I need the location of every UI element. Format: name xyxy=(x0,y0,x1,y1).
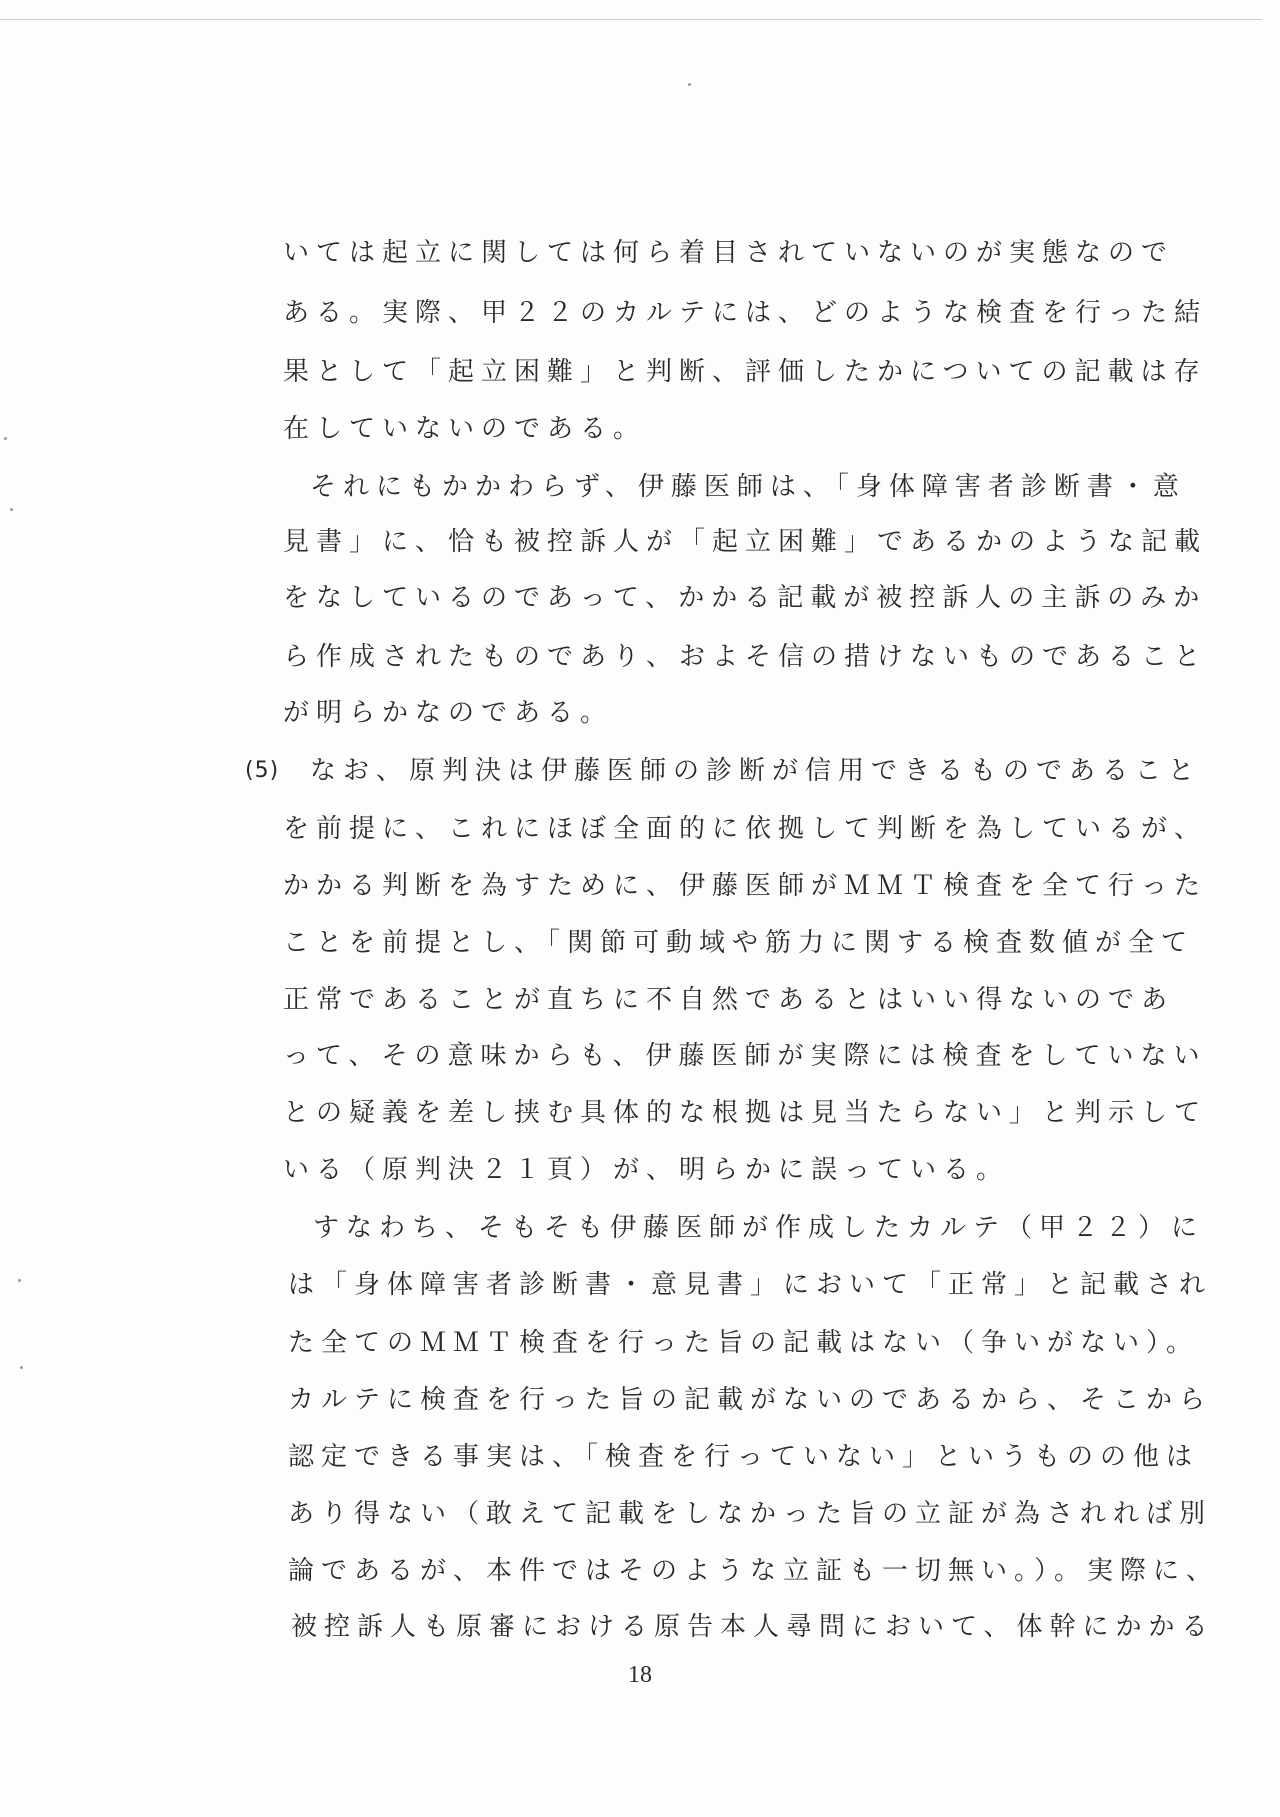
scan-speck xyxy=(688,83,691,86)
body-text-line: た全てのＭＭＴ検査を行った旨の記載はない（争いがない）。 xyxy=(288,1328,1200,1358)
body-text-line: ことを前提とし、「関節可動域や筋力に関する検査数値が全て xyxy=(283,928,1195,958)
body-text-line: なお、原判決は伊藤医師の診断が信用できるものであること xyxy=(310,756,1202,786)
body-text-line: それにもかかわらず、伊藤医師は、「身体障害者診断書・意 xyxy=(310,472,1186,502)
body-text-line: カルテに検査を行った旨の記載がないのであるから、そこから xyxy=(288,1385,1213,1415)
scan-speck xyxy=(10,508,13,511)
scan-speck xyxy=(4,437,7,440)
body-text-line: って、その意味からも、伊藤医師が実際には検査をしていない xyxy=(283,1041,1207,1071)
body-text-line: 論であるが、本件ではそのような立証も一切無い。）。実際に、 xyxy=(288,1556,1220,1586)
body-text-line: いる（原判決２１頁）が、明らかに誤っている。 xyxy=(283,1155,1010,1185)
body-text-line: あり得ない（敢えて記載をしなかった旨の立証が為されれば別 xyxy=(288,1499,1213,1529)
scan-speck xyxy=(20,1366,23,1369)
body-text-line: 被控訴人も原審における原告本人尋問において、体幹にかかる xyxy=(291,1612,1215,1642)
body-text-line: いては起立に関しては何ら着目されていないのが実態なので xyxy=(283,238,1175,268)
body-text-line: をなしているのであって、かかる記載が被控訴人の主訴のみか xyxy=(283,583,1207,613)
section-marker: (5) xyxy=(245,758,280,783)
body-text-line: との疑義を差し挟む具体的な根拠は見当たらない」と判示して xyxy=(283,1098,1208,1128)
page-number: 18 xyxy=(628,1662,652,1688)
top-rule-divider xyxy=(0,19,1262,20)
body-text-line: ある。実際、甲２２のカルテには、どのような検査を行った結 xyxy=(283,298,1208,328)
body-text-line: 果として「起立困難」と判断、評価したかについての記載は存 xyxy=(283,357,1207,387)
body-text-line: 正常であることが直ちに不自然であるとはいい得ないのであ xyxy=(283,985,1175,1015)
body-text-line: が明らかなのである。 xyxy=(283,698,614,728)
scan-speck xyxy=(18,1279,21,1282)
body-text-line: 在していないのである。 xyxy=(283,414,647,444)
body-text-line: を前提に、これにほぼ全面的に依拠して判断を為しているが、 xyxy=(283,814,1208,844)
body-text-line: かかる判断を為すために、伊藤医師がＭＭＴ検査を全て行った xyxy=(283,871,1208,901)
body-text-line: すなわち、そもそも伊藤医師が作成したカルテ（甲２２）に xyxy=(313,1213,1205,1243)
body-text-line: ら作成されたものであり、およそ信の措けないものであること xyxy=(283,642,1208,672)
body-text-line: 認定できる事実は、「検査を行っていない」というものの他は xyxy=(288,1442,1200,1472)
body-text-line: 見書」に、恰も被控訴人が「起立困難」であるかのような記載 xyxy=(283,527,1208,557)
body-text-line: は「身体障害者診断書・意見書」において「正常」と記載され xyxy=(288,1270,1213,1300)
